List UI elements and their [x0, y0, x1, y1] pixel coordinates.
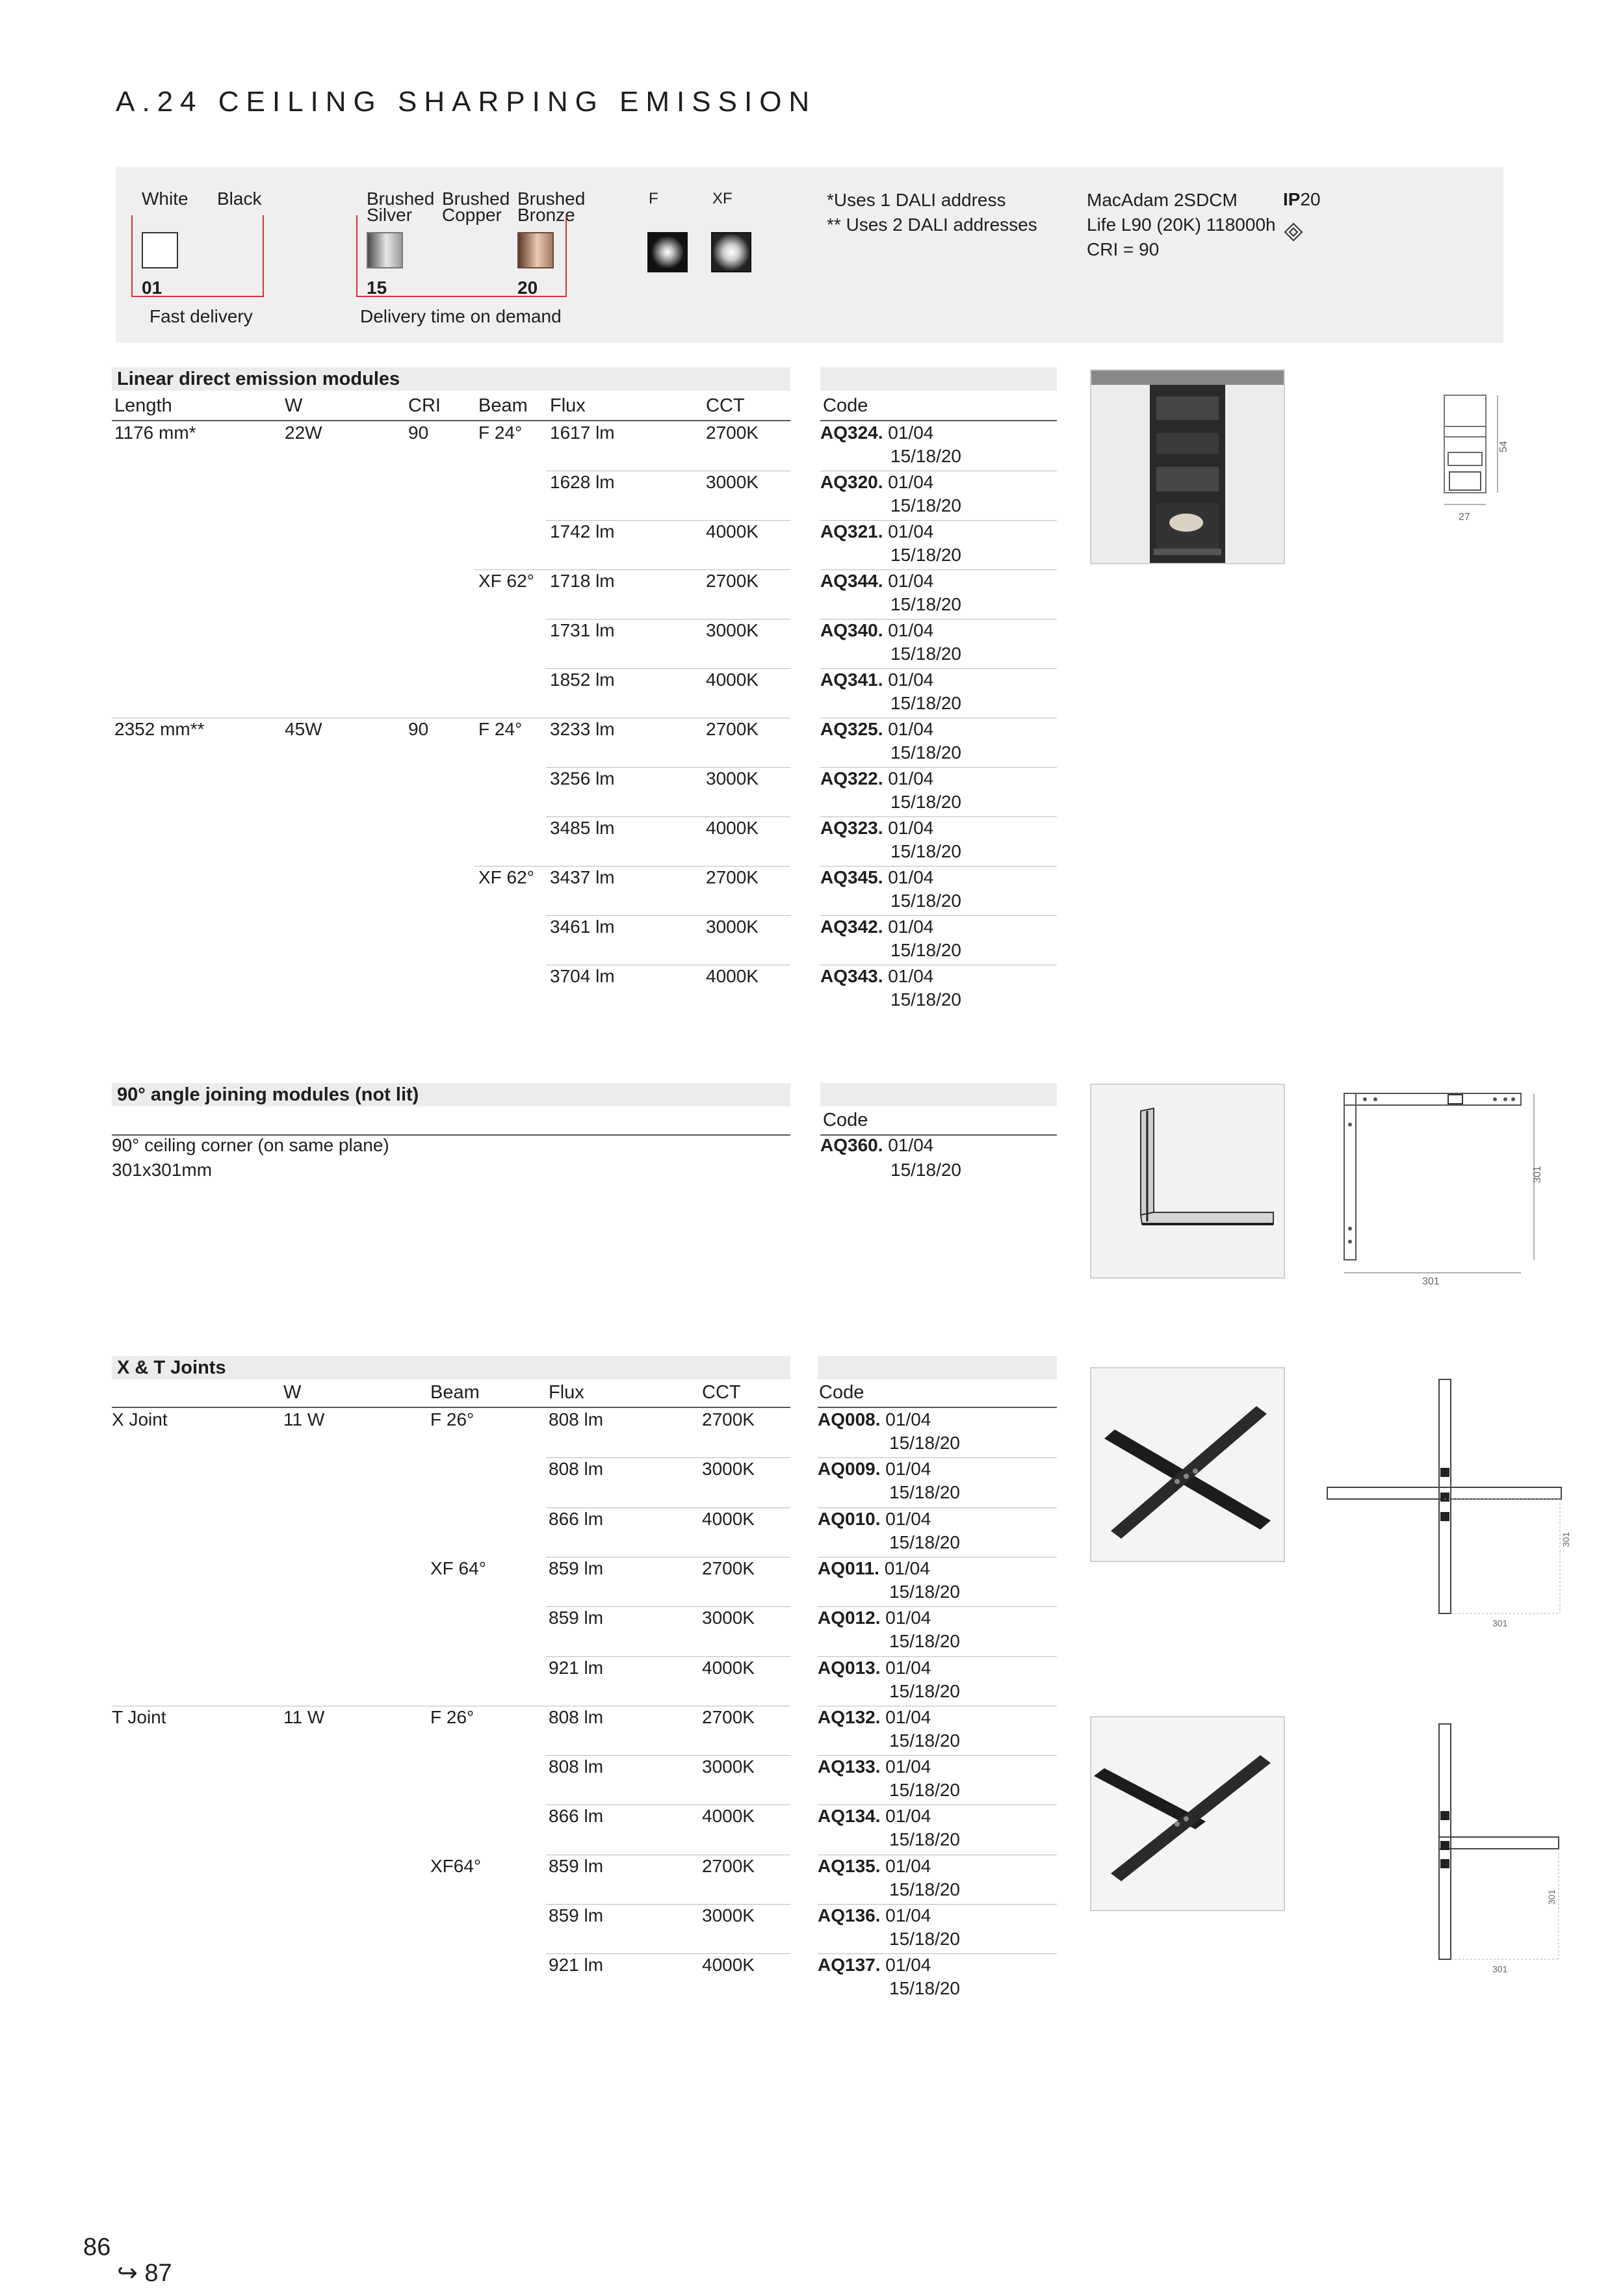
angle-module-photo — [1090, 1084, 1285, 1279]
linear-cell-cct: 2700K — [706, 571, 759, 591]
joint-code: AQ135. 01/04 — [818, 1856, 931, 1876]
joint-cell-flux: 808 lm — [549, 1459, 604, 1479]
angle-section-title: 90° angle joining modules (not lit) — [112, 1083, 790, 1106]
linear-cell-cri: 90 — [408, 423, 429, 443]
linear-dim-width: 27 — [1459, 512, 1470, 523]
linear-cell-flux: 1617 lm — [550, 423, 615, 443]
joint-cell-w: 11 W — [283, 1707, 325, 1727]
linear-code-separator — [820, 915, 1057, 916]
joint-code: AQ132. 01/04 — [818, 1707, 931, 1727]
linear-col-code: Code — [823, 395, 868, 416]
linear-cell-cri: 90 — [408, 719, 429, 739]
photometric-notes: MacAdam 2SDCM Life L90 (20K) 118000h CRI = 90 — [1087, 190, 1276, 259]
fast-delivery-bracket — [131, 255, 264, 297]
angle-desc-2: 301x301mm — [112, 1160, 213, 1180]
angle-dim-bottom: 301 — [1422, 1276, 1440, 1287]
joint-cell-cct: 3000K — [702, 1608, 755, 1628]
joints-col-beam: Beam — [430, 1382, 480, 1403]
linear-code-rule — [820, 420, 1057, 421]
joint-cell-flux: 808 lm — [549, 1707, 604, 1727]
joint-code: AQ008. 01/04 — [818, 1409, 931, 1429]
linear-cell-length: 2352 mm** — [114, 719, 205, 739]
joint-code-separator — [818, 1457, 1057, 1458]
optic-xf-icon — [711, 232, 751, 272]
joint-cell-flux: 921 lm — [549, 1955, 604, 1975]
x-joint-photo — [1090, 1367, 1285, 1562]
joint-finish-2: 15/18/20 — [889, 1829, 960, 1849]
linear-cell-cct: 2700K — [706, 719, 759, 739]
page-title: A.24 CEILING SHARPING EMISSION — [116, 86, 817, 118]
joint-finish-2: 15/18/20 — [889, 1780, 960, 1800]
linear-code: AQ342. 01/04 — [820, 917, 934, 937]
linear-row-separator — [546, 816, 790, 817]
optic-f-icon — [647, 232, 688, 272]
joint-cell-cct: 3000K — [702, 1459, 755, 1479]
joint-code-separator — [818, 1557, 1057, 1558]
angle-code-header-bar — [820, 1083, 1057, 1106]
joint-cell-w: 11 W — [283, 1409, 325, 1429]
joint-finish-2: 15/18/20 — [889, 1681, 960, 1701]
linear-cell-cct: 4000K — [706, 670, 759, 690]
joint-cell-flux: 859 lm — [549, 1608, 604, 1628]
linear-cell-cct: 4000K — [706, 818, 759, 838]
joint-code: AQ137. 01/04 — [818, 1955, 931, 1975]
linear-cell-beam: XF 62° — [478, 571, 534, 591]
linear-code-separator — [820, 619, 1057, 620]
linear-row-separator — [546, 668, 790, 669]
linear-finish-2: 15/18/20 — [890, 693, 961, 713]
t-joint-dim-bottom: 301 — [1492, 1964, 1508, 1974]
joints-col-w: W — [283, 1382, 302, 1403]
joint-cell-cct: 2700K — [702, 1409, 755, 1429]
linear-finish-2: 15/18/20 — [890, 940, 961, 960]
linear-code: AQ344. 01/04 — [820, 571, 934, 591]
linear-finish-2: 15/18/20 — [890, 792, 961, 812]
t-joint-photo — [1090, 1716, 1285, 1911]
linear-header-rule — [112, 420, 790, 421]
linear-cell-flux: 3437 lm — [550, 867, 615, 887]
linear-code: AQ320. 01/04 — [820, 472, 934, 492]
joint-code: AQ012. 01/04 — [818, 1608, 931, 1628]
angle-col-code: Code — [823, 1110, 868, 1130]
angle-dim-side: 301 — [1532, 1166, 1543, 1183]
t-joint-dim-side: 301 — [1546, 1889, 1557, 1905]
linear-cell-flux: 3704 lm — [550, 966, 615, 986]
linear-cell-flux: 3485 lm — [550, 818, 615, 838]
joint-cell-flux: 866 lm — [549, 1806, 604, 1826]
joints-header-rule — [112, 1407, 790, 1408]
linear-row-separator — [474, 866, 790, 867]
linear-finish-2: 15/18/20 — [890, 742, 961, 763]
finish-brushed-silver-label: Brushed Silver — [367, 189, 435, 225]
angle-code: AQ360. 01/04 — [820, 1135, 934, 1155]
finish-panel — [116, 167, 1503, 343]
linear-cell-flux: 1628 lm — [550, 472, 615, 492]
joint-cell-cct: 4000K — [702, 1509, 755, 1529]
linear-col-flux: Flux — [550, 395, 586, 416]
joint-row-separator — [546, 1755, 790, 1756]
linear-cell-beam: F 24° — [478, 719, 523, 739]
joint-code: AQ010. 01/04 — [818, 1509, 931, 1529]
linear-cell-flux: 3461 lm — [550, 917, 615, 937]
joint-cell-flux: 866 lm — [549, 1509, 604, 1529]
joint-row-separator — [546, 1606, 790, 1607]
linear-code-header-bar — [820, 367, 1057, 391]
linear-finish-2: 15/18/20 — [890, 446, 961, 466]
linear-row-separator — [546, 767, 790, 768]
linear-module-photo — [1090, 369, 1285, 564]
linear-code-separator — [820, 668, 1057, 669]
linear-code: AQ345. 01/04 — [820, 867, 934, 887]
joint-finish-2: 15/18/20 — [889, 1482, 960, 1502]
linear-cell-length: 1176 mm* — [114, 423, 196, 443]
class-symbol-icon — [1283, 222, 1304, 242]
joint-cell-flux: 859 lm — [549, 1558, 604, 1578]
joint-row-separator — [546, 1557, 790, 1558]
linear-cell-cct: 3000K — [706, 620, 759, 640]
linear-cell-cct: 4000K — [706, 966, 759, 986]
joint-cell-flux: 808 lm — [549, 1409, 604, 1429]
finish-code-15: 15 — [367, 278, 387, 298]
next-page-link[interactable]: ↪ 87 — [117, 2260, 172, 2287]
linear-row-separator — [546, 915, 790, 916]
joint-cell-beam: XF 64° — [430, 1558, 486, 1578]
linear-code-separator — [820, 569, 1057, 570]
joint-code-separator — [818, 1656, 1057, 1657]
angle-desc-1: 90° ceiling corner (on same plane) — [112, 1135, 389, 1155]
linear-profile-drawing — [1430, 390, 1527, 540]
linear-dim-height: 54 — [1498, 441, 1509, 452]
linear-finish-2: 15/18/20 — [890, 891, 961, 911]
finish-code-01: 01 — [142, 278, 162, 298]
linear-finish-2: 15/18/20 — [890, 989, 961, 1010]
joint-row-separator — [546, 1507, 790, 1508]
joint-code: AQ133. 01/04 — [818, 1756, 931, 1777]
linear-cell-cct: 2700K — [706, 867, 759, 887]
linear-cell-cct: 3000K — [706, 768, 759, 789]
angle-module-drawing — [1339, 1086, 1547, 1287]
linear-col-cri: CRI — [408, 395, 441, 416]
linear-finish-2: 15/18/20 — [890, 644, 961, 664]
joint-finish-2: 15/18/20 — [889, 1730, 960, 1751]
joint-code: AQ134. 01/04 — [818, 1806, 931, 1826]
linear-cell-flux: 3256 lm — [550, 768, 615, 789]
linear-cell-flux: 3233 lm — [550, 719, 615, 739]
joints-code-header-bar — [818, 1356, 1057, 1379]
joint-cell-cct: 4000K — [702, 1658, 755, 1678]
linear-code: AQ321. 01/04 — [820, 521, 934, 541]
linear-cell-beam: XF 62° — [478, 867, 534, 887]
linear-code-separator — [820, 520, 1057, 521]
joints-col-cct: CCT — [702, 1382, 741, 1403]
joint-cell-flux: 808 lm — [549, 1756, 604, 1777]
linear-code: AQ340. 01/04 — [820, 620, 934, 640]
joint-cell-flux: 859 lm — [549, 1905, 604, 1925]
demand-delivery-note: Delivery time on demand — [360, 306, 562, 326]
finish-brushed-bronze-label: Brushed Bronze — [517, 189, 586, 225]
linear-cell-cct: 3000K — [706, 917, 759, 937]
x-joint-dim-bottom: 301 — [1492, 1618, 1508, 1628]
x-joint-drawing — [1326, 1378, 1573, 1632]
finish-black-label: Black — [217, 189, 262, 209]
linear-row-separator — [546, 520, 790, 521]
joint-cell-cct: 2700K — [702, 1558, 755, 1578]
finish-code-20: 20 — [517, 278, 538, 298]
joint-code-separator — [818, 1606, 1057, 1607]
linear-cell-cct: 2700K — [706, 423, 759, 443]
joint-cell-flux: 859 lm — [549, 1856, 604, 1876]
joints-section-title: X & T Joints — [112, 1356, 790, 1379]
joint-finish-2: 15/18/20 — [889, 1582, 960, 1602]
joint-row-separator — [546, 1457, 790, 1458]
joint-code: AQ011. 01/04 — [818, 1558, 930, 1578]
linear-cell-cct: 3000K — [706, 472, 759, 492]
joint-code-separator — [818, 1755, 1057, 1756]
linear-cell-cct: 4000K — [706, 521, 759, 541]
linear-cell-flux: 1718 lm — [550, 571, 615, 591]
joint-cell-cct: 3000K — [702, 1756, 755, 1777]
angle-finish-2: 15/18/20 — [890, 1160, 961, 1180]
arrow-return-icon: ↪ — [117, 2260, 138, 2287]
joint-code-separator — [818, 1507, 1057, 1508]
linear-code: AQ323. 01/04 — [820, 818, 934, 838]
joint-cell-cct: 2700K — [702, 1856, 755, 1876]
linear-code-separator — [820, 816, 1057, 817]
joint-code-separator — [818, 1904, 1057, 1905]
linear-code-separator — [820, 866, 1057, 867]
joint-finish-2: 15/18/20 — [889, 1978, 960, 1998]
joint-finish-2: 15/18/20 — [889, 1631, 960, 1651]
linear-cell-flux: 1852 lm — [550, 670, 615, 690]
linear-col-length: Length — [114, 395, 172, 416]
joint-code: AQ136. 01/04 — [818, 1905, 931, 1925]
linear-code: AQ322. 01/04 — [820, 768, 934, 789]
linear-col-beam: Beam — [478, 395, 528, 416]
joint-finish-2: 15/18/20 — [889, 1433, 960, 1453]
joint-code-separator — [818, 1953, 1057, 1954]
linear-cell-flux: 1742 lm — [550, 521, 615, 541]
joint-row-separator — [546, 1904, 790, 1905]
linear-code: AQ325. 01/04 — [820, 719, 934, 739]
joint-cell-beam: F 26° — [430, 1409, 474, 1429]
joint-finish-2: 15/18/20 — [889, 1532, 960, 1552]
joint-cell-cct: 3000K — [702, 1905, 755, 1925]
linear-code: AQ324. 01/04 — [820, 423, 934, 443]
joint-finish-2: 15/18/20 — [889, 1879, 960, 1899]
linear-col-w: W — [285, 395, 303, 416]
linear-cell-beam: F 24° — [478, 423, 523, 443]
linear-cell-w: 22W — [285, 423, 322, 443]
linear-finish-2: 15/18/20 — [890, 545, 961, 565]
dali-notes: *Uses 1 DALI address ** Uses 2 DALI addresses — [827, 190, 1037, 235]
linear-code: AQ343. 01/04 — [820, 966, 934, 986]
linear-col-cct: CCT — [706, 395, 745, 416]
fast-delivery-note: Fast delivery — [149, 306, 253, 326]
joint-cell-cct: 2700K — [702, 1707, 755, 1727]
ip-rating: IP20 — [1283, 189, 1321, 209]
linear-finish-2: 15/18/20 — [890, 841, 961, 861]
joints-col-flux: Flux — [549, 1382, 584, 1403]
joint-row-separator — [546, 1953, 790, 1954]
joint-cell-beam: XF64° — [430, 1856, 482, 1876]
joint-finish-2: 15/18/20 — [889, 1929, 960, 1949]
joints-code-rule — [818, 1407, 1057, 1408]
joint-code: AQ009. 01/04 — [818, 1459, 931, 1479]
linear-cell-flux: 1731 lm — [550, 620, 615, 640]
optic-f-label: F — [649, 190, 658, 207]
x-joint-dim-side: 301 — [1561, 1532, 1571, 1547]
linear-code: AQ341. 01/04 — [820, 670, 934, 690]
joint-code: AQ013. 01/04 — [818, 1658, 931, 1678]
finish-brushed-copper-label: Brushed Copper — [442, 189, 510, 225]
demand-delivery-bracket — [356, 255, 567, 297]
joint-cell-cct: 4000K — [702, 1955, 755, 1975]
linear-row-separator — [546, 619, 790, 620]
linear-cell-w: 45W — [285, 719, 322, 739]
t-joint-drawing — [1404, 1723, 1560, 1976]
linear-finish-2: 15/18/20 — [890, 495, 961, 515]
page-number: 86 — [83, 2234, 111, 2261]
joint-cell-cct: 4000K — [702, 1806, 755, 1826]
joint-cell-beam: F 26° — [430, 1707, 474, 1727]
linear-code-separator — [820, 767, 1057, 768]
joint-cell-name: T Joint — [112, 1707, 166, 1727]
linear-section-title: Linear direct emission modules — [112, 367, 790, 391]
linear-row-separator — [474, 569, 790, 570]
finish-white-label: White — [142, 189, 188, 209]
optic-xf-label: XF — [712, 190, 733, 207]
joints-col-code: Code — [819, 1382, 864, 1403]
joint-row-separator — [546, 1656, 790, 1657]
joint-cell-flux: 921 lm — [549, 1658, 604, 1678]
joint-cell-name: X Joint — [112, 1409, 168, 1429]
linear-finish-2: 15/18/20 — [890, 594, 961, 614]
